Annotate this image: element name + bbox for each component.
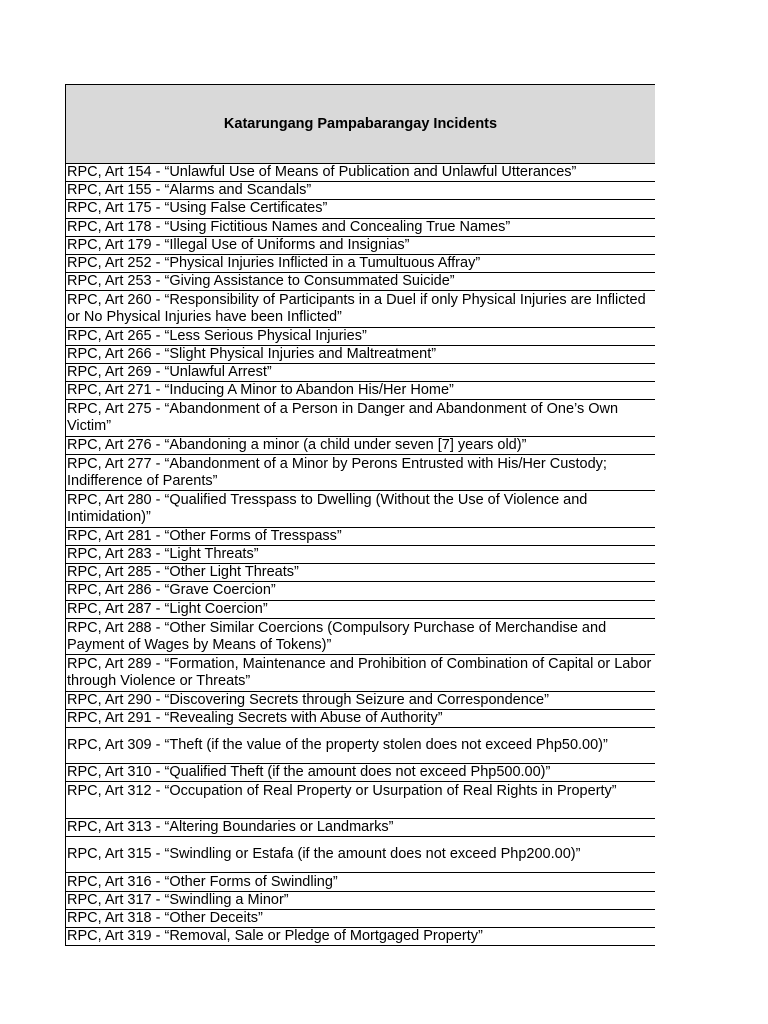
row-text: RPC, Art 290 - “Discovering Secrets through Seizure and Correspondence”	[67, 691, 549, 708]
row-text: RPC, Art 277 - “Abandonment of a Minor by Perons Entrusted with His/Her Custody; Indifference of Parents”	[67, 456, 607, 490]
table-row	[66, 692, 655, 710]
table-row	[66, 182, 655, 200]
row-text: RPC, Art 276 - “Abandoning a minor (a child under seven [7] years old)”	[67, 436, 527, 453]
table-row	[66, 910, 655, 928]
row-text: RPC, Art 287 - “Light Coercion”	[67, 600, 268, 617]
row-text: RPC, Art 288 - “Other Similar Coercions (Compulsory Purchase of Merchandise and Payment of Wages by Means of Tokens)”	[67, 619, 607, 653]
row-text: RPC, Art 318 - “Other Deceits”	[67, 909, 263, 926]
table-row	[66, 400, 655, 436]
row-text: RPC, Art 260 - “Responsibility of Participants in a Duel if only Physical Injuries are Inflicted or No Physical Injuries have been Inflicted”	[67, 292, 646, 326]
row-text: RPC, Art 281 - “Other Forms of Tresspass”	[67, 527, 342, 544]
table-row	[66, 601, 655, 619]
table-row	[66, 382, 655, 400]
row-text: RPC, Art 178 - “Using Fictitious Names and Concealing True Names”	[67, 218, 511, 235]
row-text: RPC, Art 155 - “Alarms and Scandals”	[67, 182, 312, 199]
row-text: RPC, Art 275 - “Abandonment of a Person in Danger and Abandonment of One’s Own Victim”	[67, 401, 619, 435]
row-text: RPC, Art 309 - “Theft (if the value of the property stolen does not exceed Php50.00)”	[67, 737, 608, 754]
table-row	[66, 364, 655, 382]
row-text: RPC, Art 253 - “Giving Assistance to Consummated Suicide”	[67, 273, 455, 290]
row-text: RPC, Art 291 - “Revealing Secrets with Abuse of Authority”	[67, 709, 443, 726]
row-text: RPC, Art 271 - “Inducing A Minor to Abandon His/Her Home”	[67, 382, 454, 399]
row-text: RPC, Art 317 - “Swindling a Minor”	[67, 891, 289, 908]
table-row	[66, 564, 655, 582]
row-text: RPC, Art 175 - “Using False Certificates”	[67, 200, 328, 217]
row-text: RPC, Art 315 - “Swindling or Estafa (if the amount does not exceed Php200.00)”	[67, 846, 581, 863]
table-row	[66, 710, 655, 728]
incidents-table	[65, 84, 655, 946]
table-row	[66, 437, 655, 455]
table-row	[66, 728, 655, 764]
table-row	[66, 655, 655, 691]
table-row	[66, 873, 655, 891]
row-text: RPC, Art 313 - “Altering Boundaries or Landmarks”	[67, 818, 394, 835]
table-row	[66, 528, 655, 546]
row-text: RPC, Art 286 - “Grave Coercion”	[67, 582, 276, 599]
table-row	[66, 582, 655, 600]
table-row	[66, 455, 655, 491]
table-row	[66, 619, 655, 655]
table-row	[66, 237, 655, 255]
row-text: RPC, Art 283 - “Light Threats”	[67, 546, 259, 563]
table-row	[66, 928, 655, 946]
table-row	[66, 219, 655, 237]
row-text: RPC, Art 280 - “Qualified Tresspass to Dwelling (Without the Use of Violence and Intimidation)”	[67, 492, 588, 526]
row-text: RPC, Art 154 - “Unlawful Use of Means of Publication and Unlawful Utterances”	[67, 164, 577, 181]
row-text: RPC, Art 266 - “Slight Physical Injuries and Maltreatment”	[67, 345, 437, 362]
row-text: RPC, Art 319 - “Removal, Sale or Pledge of Mortgaged Property”	[67, 928, 483, 945]
row-text: RPC, Art 289 - “Formation, Maintenance and Prohibition of Combination of Capital or Labor through Violence or Threats”	[67, 656, 652, 690]
table-row	[66, 346, 655, 364]
table-row	[66, 164, 655, 182]
table-row	[66, 200, 655, 218]
table-row	[66, 819, 655, 837]
table-header	[66, 85, 655, 164]
table-row	[66, 546, 655, 564]
row-text: RPC, Art 269 - “Unlawful Arrest”	[67, 364, 272, 381]
row-text: RPC, Art 285 - “Other Light Threats”	[67, 564, 299, 581]
table-row	[66, 273, 655, 291]
row-text: RPC, Art 312 - “Occupation of Real Property or Usurpation of Real Rights in Property”	[67, 783, 617, 800]
table-row	[66, 782, 655, 818]
row-text: RPC, Art 265 - “Less Serious Physical Injuries”	[67, 327, 367, 344]
table-title: Katarungang Pampabarangay Incidents	[223, 116, 498, 132]
row-text: RPC, Art 252 - “Physical Injuries Inflicted in a Tumultuous Affray”	[67, 255, 481, 272]
table-row	[66, 328, 655, 346]
table-row	[66, 837, 655, 873]
table-row	[66, 892, 655, 910]
table-row	[66, 255, 655, 273]
row-text: RPC, Art 310 - “Qualified Theft (if the amount does not exceed Php500.00)”	[67, 764, 551, 781]
table-row	[66, 764, 655, 782]
table-row	[66, 291, 655, 327]
row-text: RPC, Art 316 - “Other Forms of Swindling”	[67, 873, 338, 890]
table-row	[66, 491, 655, 527]
row-text: RPC, Art 179 - “Illegal Use of Uniforms and Insignias”	[67, 236, 410, 253]
